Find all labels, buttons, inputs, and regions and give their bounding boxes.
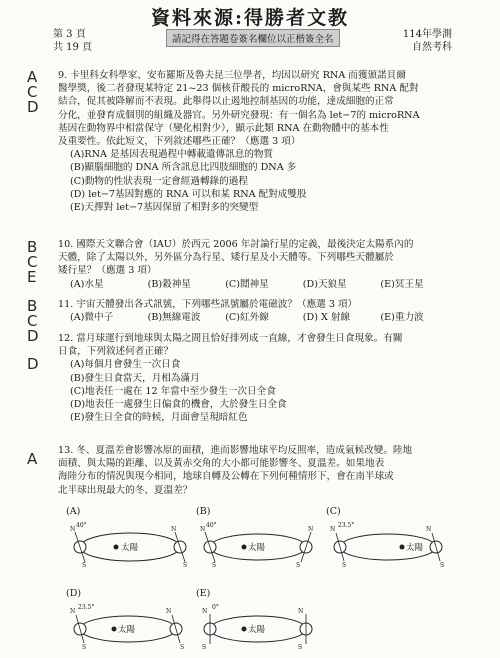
question-stem-line: 分化，並發育成個別的組織及器官。另外研究發現：有一個名為 let−7的 microRNA — [58, 109, 420, 121]
option-c: (C)鬩神星 — [225, 278, 269, 290]
option-a: (A)RNA 是基因表現過程中轉載遺傳訊息的物質 — [70, 149, 274, 161]
question-stem-line: 面積、與太陽的距離、以及黃赤交角的大小都可能影響冬、夏溫差。如果地表 — [58, 458, 385, 470]
question-9 — [58, 69, 458, 214]
margin-note-q10: B C E — [27, 238, 38, 286]
signature-notice: 請記得在答題卷簽名欄位以正楷簽全名 — [166, 29, 340, 47]
exam-year: 114年學測 — [402, 29, 452, 40]
option-b: (B)顯腦細胞的 DNA 所含訊息比四肢細胞的 DNA 多 — [70, 162, 297, 174]
question-13 — [58, 444, 458, 497]
option-e: (E)重力波 — [380, 312, 424, 324]
page-number: 第 3 頁 — [53, 29, 86, 40]
margin-note-q13: A — [27, 450, 38, 468]
margin-note-q11: B C D — [27, 297, 39, 345]
question-stem: 12. 當月球運行到地球與太陽之間且恰好排列成一直線，才會發生日食現象。有關 — [58, 333, 403, 344]
question-stem-line: 矮行星？（應選 3 項） — [58, 265, 157, 277]
question-stem-line: 日食，下列敘述何者正確？ — [58, 346, 174, 358]
option-e: (E)天擇對 let−7基因保留了相對多的突變型 — [70, 202, 259, 214]
margin-note-q9: A C D — [27, 68, 39, 116]
option-d: (D)天狼星 — [302, 278, 347, 290]
option-d: (D) X 射線 — [302, 312, 351, 324]
question-stem: 10. 國際天文聯合會（IAU）於西元 2006 年討論行星的定義，最後決定太陽系內的 — [58, 239, 414, 250]
question-stem-line: 結合，促其被降解而不表現。此舉得以止遏地控制基因的功能，達成細胞的正常 — [58, 96, 394, 108]
option-e: (E)冥王星 — [380, 278, 424, 290]
option-c: (C)地表任一處在 12 年當中至少發生一次日全食 — [70, 385, 276, 397]
option-b: (B)發生日食當天，月相為滿月 — [70, 372, 200, 384]
subject-name: 自然考科 — [412, 42, 452, 53]
question-stem: 9. 卡里科女科學家、安布羅斯及魯夫昆三位學者，均因以研究 RNA 而獲頒諾貝爾 — [58, 70, 406, 81]
option-b: (B)無線電波 — [147, 312, 201, 324]
question-stem: 11. 宇宙天體發出各式訊號，下列哪些訊號屬於電磁波？（應選 3 項） — [58, 299, 358, 310]
question-10 — [58, 238, 458, 291]
orbit-diagram-c: (C) 23.5° N S N S 太陽 — [326, 506, 445, 569]
page-total: 共 19 頁 — [53, 42, 93, 53]
source-title: 資料來源:得勝者文教 — [150, 7, 349, 29]
question-11 — [58, 298, 458, 324]
option-d: (D)地表任一處發生日偏食的機會，大於發生日全食 — [70, 399, 287, 411]
option-c: (C)紅外線 — [225, 312, 269, 324]
option-a: (A)微中子 — [70, 312, 114, 324]
option-d: (D) let−7基因對應的 RNA 可以和某 RNA 配對成雙股 — [70, 188, 307, 200]
orbit-diagram-a: (A) 40° N S N S 太陽 — [66, 506, 188, 569]
question-stem: 13. 冬、夏溫差會影響冰原的面積，進而影響地球平均反照率，造成氣候改變。陸地 — [58, 445, 413, 456]
option-c: (C)動物的性狀表現一定會經過轉錄的過程 — [70, 175, 248, 187]
question-stem-line: 基因在動物界中相當保守（變化相對少），顯示此類 RNA 在動物體中的基本性 — [58, 122, 389, 134]
option-b: (B)穀神星 — [147, 278, 191, 290]
question-stem-line: 北半球出現最大的冬、夏溫差？ — [58, 484, 193, 496]
orbit-diagram-d: (D) 23.5° N S N S 太陽 — [66, 588, 185, 651]
question-stem-line: 海陸分布的情況與現今相同，地球自轉及公轉在下列何種情形下，會在南半球或 — [58, 471, 394, 483]
question-stem-line: 天體，除了太陽以外，另外區分為行星、矮行星及小天體等。下列哪些天體屬於 — [58, 252, 394, 264]
option-e: (E)發生日全食的時候，月面會呈現暗紅色 — [70, 412, 248, 424]
option-a: (A)每個月會發生一次日食 — [70, 359, 181, 371]
orbit-diagram-e: (E) 0° N S N S 太陽 — [196, 588, 320, 654]
question-stem-line: 醫學獎，後二者發現某特定 21~23 個核苷酸長的 microRNA，會與某些 RNA 配對 — [58, 83, 419, 95]
question-stem-line: 及重要性。依此短文，下列敘述哪些正確？（應選 3 項） — [58, 136, 301, 148]
margin-note-q12: D — [27, 355, 39, 373]
question-12 — [58, 332, 458, 424]
option-a: (A)水星 — [70, 278, 104, 290]
orbit-diagram-b: (B) 40° N S N S 太陽 — [196, 506, 314, 569]
